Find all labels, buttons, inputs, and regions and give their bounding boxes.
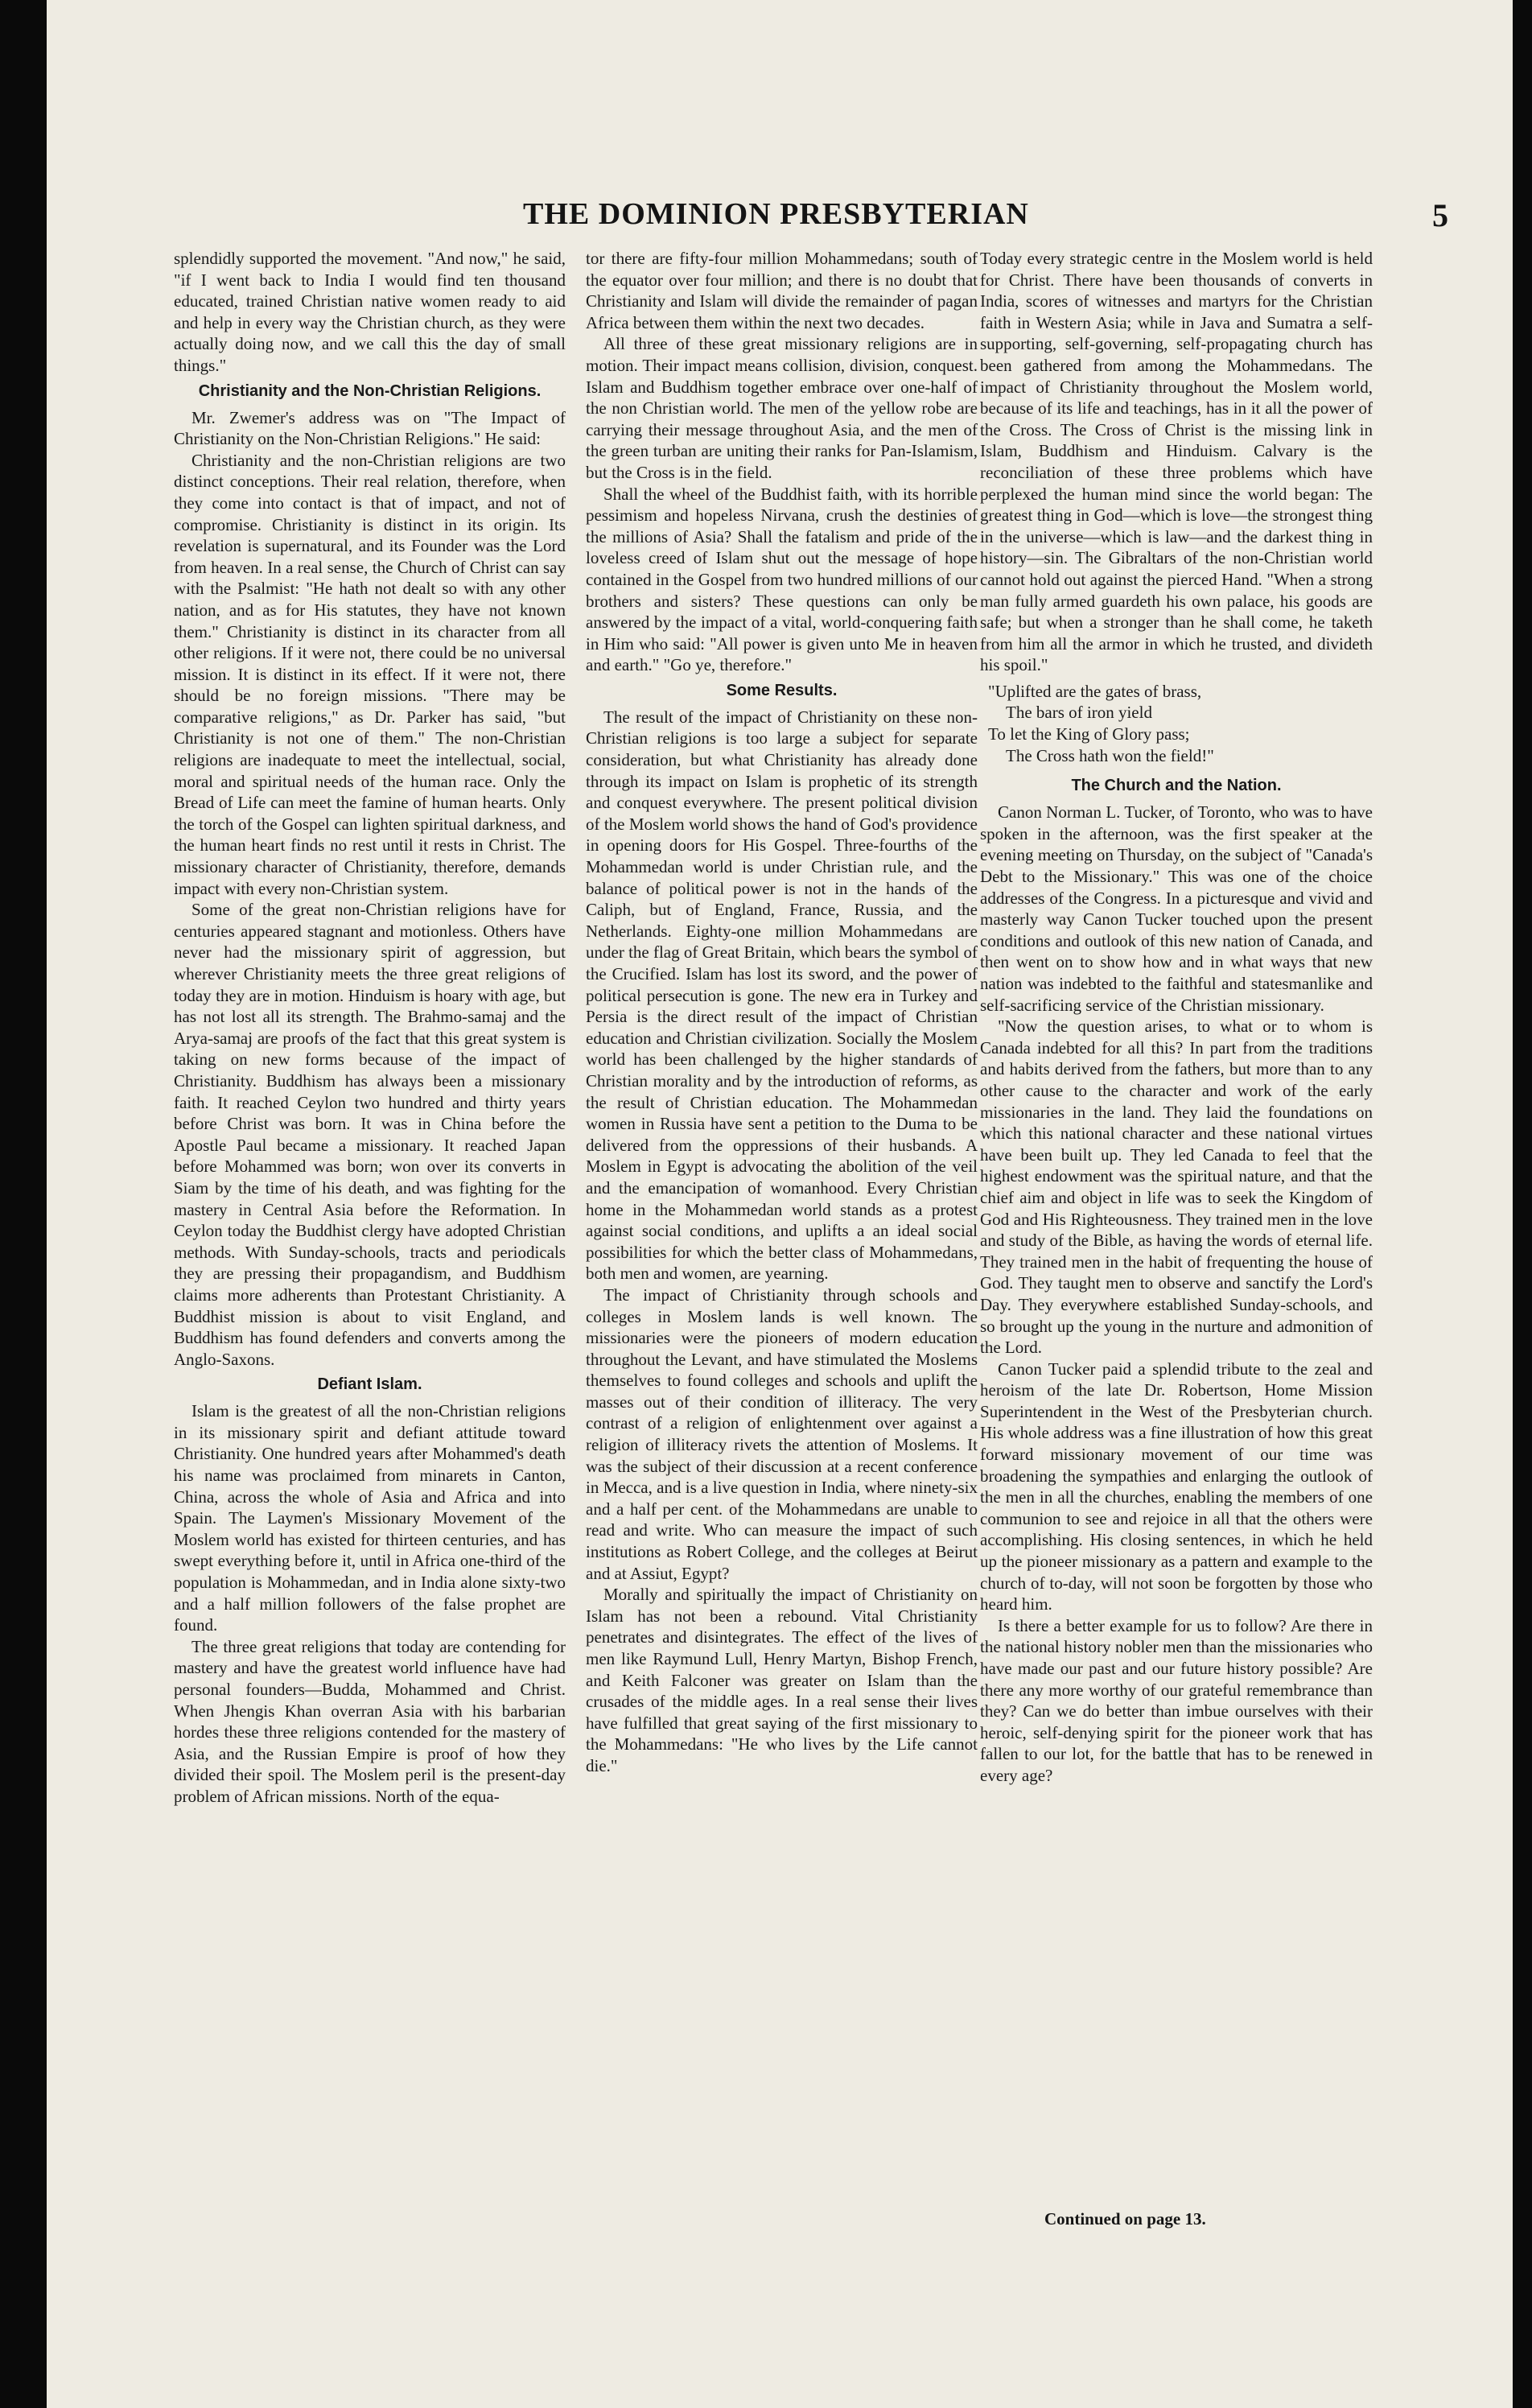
paragraph: Christianity and the non-Christian religions are two distinct conceptions. Their real relation, therefore, when they come into contact is that of impact, and not of compromise. Christianity is distinct in its origin. Its revelation is supernatural, and its Founder was the Lord from heaven. In a real sense, the Church of Christ can say with the Psalmist: "He hath not dealt so with any other nation, and as for His statutes, they have not known them." Christianity is distinct in its character from all other religions. If it were not, there could be no universal mission. It is distinct in its effect. If it were not, there should be no foreign missions. "There may be comparative religions," as Dr. Parker has said, "but Christianity is not one of them." The non-Christian religions are inadequate to meet the intellectual, social, moral and spiritual needs of the human race. Only the Bread of Life can meet the famine of human hearts. Only the torch of the Gospel can lighten spiritual darkness, and the human heart finds no rest until it rests in Christ. The missionary character of Christianity, therefore, demands impact with every non-Christian system. [174,450,566,898]
paragraph: All three of these great missionary religions are in motion. Their impact means collision, division, conquest. Islam and Buddhism together embrace over one-half of the non Christian world. The men of the yellow robe are carrying their message throughout Asia, and the men of the green turban are uniting their ranks for Pan-Islamism, but the Cross is in the field. [586,334,978,482]
paragraph: Is there a better example for us to follow? Are there in the national history nobler men than the missionaries who have made our past and our future history possible? Are there any more worthy of our grateful remembrance than they? Can we do better than imbue ourselves with their heroic, self-denying spirit for the pioneer work that has fallen to our lot, for the battle that has to be renewed in every age? [980,1615,1373,1785]
paragraph: tor there are fifty-four million Mohammedans; south of the equator over four million; and there is no doubt that Christianity and Islam will divide the remainder of pagan Africa between them within the next two decades. [586,249,978,332]
paragraph: Shall the wheel of the Buddhist faith, with its horrible pessimism and hopeless Nirvana, crush the destinies of the millions of Asia? Shall the fatalism and pride of the loveless creed of Islam shut out the message of hope contained in the Gospel from two hundred millions of our brothers and sisters? These questions can only be answered by the impact of a vital, world-conquering faith in Him who said: "All power is given unto Me in heaven and earth." "Go ye, therefore." [586,484,978,675]
paragraph: "Now the question arises, to what or to whom is Canada indebted for all this? In part from the traditions and habits derived from the fathers, but more than to any other cause to the character and work of the early missionaries in the land. They laid the foundations on which this national character and these national virtues have been built up. They led Canada to feel that the highest endowment was the spiritual nature, and that the chief aim and object in life was to seek the Kingdom of God and His Righteousness. They trained men in the love and study of the Bible, as having the words of eternal life. They trained men in the habit of frequenting the house of God. They taught men to observe and sanctify the Lord's Day. They everywhere established Sunday-schools, and so brought up the young in the nurture and admonition of the Lord. [980,1016,1373,1358]
column-1 [174,248,566,2179]
paragraph: Canon Tucker paid a splendid tribute to the zeal and heroism of the late Dr. Robertson, Home Mission Superintendent in the West of the Presbyterian church. His whole address was a fine illustration of how this great forward missionary movement of our time was broadening the sympathies and enlarging the outlook of the men in all the churches, enabling the members of one communion to see and rejoice in all that the others were accomplishing. His closing sentences, in which he held up the pioneer missionary as a pattern and example to the church of to-day, will not soon be forgotten by those who heard him. [980,1359,1373,1614]
column-3 [980,248,1373,2179]
continued-note: Continued on page 13. [1044,2209,1206,2229]
section-heading: Christianity and the Non-Christian Religions. [198,381,542,400]
poem-line: To let the King of Glory pass; [988,724,1190,744]
paragraph: Islam is the greatest of all the non-Christian religions in its missionary spirit and defiant attitude toward Christianity. One hundred years after Mohammed's death his name was proclaimed from minarets in Canton, China, across the whole of Asia and Africa and into Spain. The Laymen's Missionary Movement of the Moslem world has existed for thirteen centuries, and has swept everything before it, until in Africa one-third of the population is Mohammedan, and in India alone sixty-two and a half million followers of the false prophet are found. [174,1401,566,1635]
paragraph: Mr. Zwemer's address was on "The Impact of Christianity on the Non-Christian Religions." He said: [174,407,566,449]
paragraph: splendidly supported the movement. "And now," he said, "if I went back to India I would find ten thousand educated, trained Christian native women ready to aid and help in every way the Christian church, as they were actually doing now, and we call this the day of small things." [174,249,566,375]
page-header [173,196,1448,237]
paragraph: Today every strategic centre in the Moslem world is held for Christ. There have been thousands of converts in India, scores of witnesses and martyrs for the Christian faith in Western Asia; while in Java and Sumatra a self-supporting, self-governing, self-propagating church has been gathered from among the Mohammedans. The impact of Christianity throughout the Moslem world, because of its life and teachings, has in it all the power of the Cross. The Cross of Christ is the missing link in Islam, Buddhism and Hinduism. Calvary is the reconciliation of these three problems which have perplexed the human mind since the world began: The greatest thing in God—which is love—the strongest thing in the universe—which is law—and the darkest thing in history—sin. The Gibraltars of the non-Christian world cannot hold out against the pierced Hand. "When a strong man fully armed guardeth his own palace, his goods are safe; but when a stronger than he shall come, he taketh from him all the armor in which he trusted, and divideth his spoil." [980,249,1373,675]
poem-line: The Cross hath won the field!" [1006,745,1214,765]
poem-line: "Uplifted are the gates of brass, [988,681,1202,701]
paragraph: The three great religions that today are contending for mastery and have the greatest world influence have had personal founders—Budda, Mohammed and Christ. When Jhengis Khan overran Asia with his barbarian hordes these three religions contended for the mastery of Asia, and the Russian Empire is proof of how they divided their spoil. The Moslem peril is the present-day problem of African missions. North of the equa- [174,1636,566,1806]
masthead: THE DOMINION PRESBYTERIAN [523,197,1029,231]
poem-stanza [988,681,1373,766]
section-heading: Defiant Islam. [317,1375,422,1394]
column-2 [586,248,978,2179]
paragraph: Morally and spiritually the impact of Christianity on Islam has not been a rebound. Vital Christianity penetrates and disintegrates. The effect of the lives of men like Raymund Lull, Henry Martyn, Bishop French, and Keith Falconer was greater on Islam than the crusades of the middle ages. In a real sense their lives have fulfilled that great saying of the first missionary to the Mohammedans: "He who lives by the Life cannot die." [586,1585,978,1775]
page-number: 5 [1432,197,1448,233]
paragraph: The impact of Christianity through schools and colleges in Moslem lands is well known. The missionaries were the pioneers of modern education throughout the Levant, and have stimulated the Moslems themselves to found colleges and schools and uplift the masses out of their condition of illiteracy. The very contrast of a religion of enlightenment over against a religion of illiteracy rivets the attention of Moslems. It was the subject of their discussion at a recent conference in Mecca, and is a live question in India, where ninety-six and a half per cent. of the Mohammedans are unable to read and write. Who can measure the impact of such institutions as Robert College, and the colleges at Beirut and at Assiut, Egypt? [586,1284,978,1583]
paragraph: Canon Norman L. Tucker, of Toronto, who was to have spoken in the afternoon, was the first speaker at the evening meeting on Thursday, on the subject of "Canada's Debt to the Missionary." This was one of the choice addresses of the Congress. In a picturesque and vivid and masterly way Canon Tucker touched upon the present conditions and outlook of this new nation of Canada, and then went on to show how and in what ways that new nation was indebted to the faithful and statesmanlike and self-sacrificing service of the Christian missionary. [980,802,1373,1015]
paragraph: The result of the impact of Christianity on these non-Christian religions is too large a subject for separate consideration, but what Christianity has already done through its impact on Islam is prophetic of its strength and conquest everywhere. The present political division of the Moslem world shows the hand of God's providence in opening doors for His Gospel. Three-fourths of the Mohammedan world is under Christian rule, and the balance of political power is not in the hands of the Caliph, but of England, France, Russia, and the Netherlands. Eighty-one million Mohammedans are under the flag of Great Britain, which bears the symbol of the Crucified. Islam has lost its sword, and the power of political persecution is gone. The new era in Turkey and Persia is the direct result of the impact of Christian education and Christian civilization. Socially the Moslem world has been challenged by the higher standards of Christian morality and by the introduction of reforms, as the result of Christian education. The Mohammedan women in Russia have sent a petition to the Duma to be delivered from the oppressions of their husbands. A Moslem in Egypt is advocating the abolition of the veil and the emancipation of womanhood. Every Christian home in the Mohammedan world stands as a protest against social conditions, and uplifts a an ideal social possibilities for which the better class of Mohammedans, both men and women, are yearning. [586,707,978,1284]
scan-left-border [0,0,47,2408]
scan-right-border [1513,0,1532,2408]
poem-line: The bars of iron yield [1006,703,1152,723]
section-heading: Some Results. [726,681,838,699]
paragraph: Some of the great non-Christian religions have for centuries appeared stagnant and motionless. Others have never had the missionary spirit of aggression, but wherever Christianity meets the three great religions of today they are in motion. Hinduism is hoary with age, but has not lost all its strength. The Brahmo-samaj and the Arya-samaj are proofs of the fact that this great system is taking on new forms because of the impact of Christianity. Buddhism has always been a missionary faith. It reached Ceylon two hundred and thirty years before Christ was born. It was in China before the Apostle Paul became a missionary. It reached Japan before Mohammed was born; won over its converts in Siam by the time of his death, and was fighting for the mastery in Central Asia before the Reformation. In Ceylon today the Buddhist clergy have adopted Christian methods. With Sunday-schools, tracts and periodicals they are pressing their propagandism, and Buddhism claims more adherents than Protestant Christianity. A Buddhist mission is about to visit England, and Buddhism has found defenders and converts among the Anglo-Saxons. [174,900,566,1369]
section-heading: The Church and the Nation. [1071,777,1282,795]
